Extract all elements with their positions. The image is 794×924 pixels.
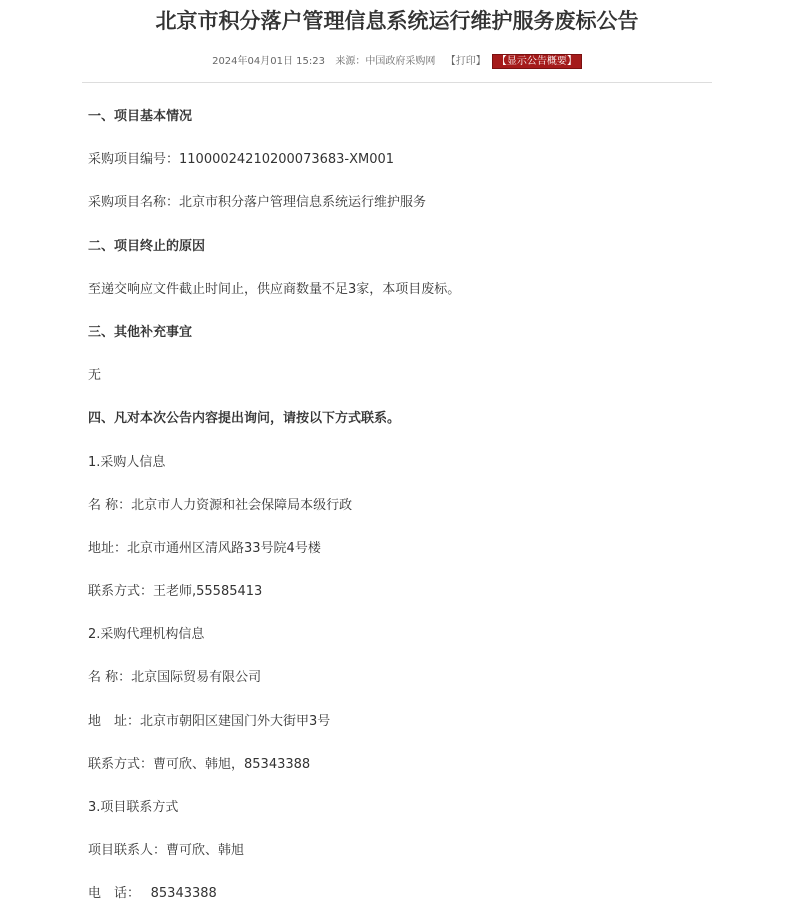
project-contact-heading: 3.项目联系方式 <box>88 800 179 815</box>
agency-info-heading: 2.采购代理机构信息 <box>88 627 205 643</box>
page-title: 北京市积分落户管理信息系统运行维护服务废标公告 <box>155 9 639 33</box>
termination-reason: 至递交响应文件截止时间止，供应商数量不足3家，本项目废标。 <box>88 281 461 297</box>
print-link[interactable]: 【打印】 <box>445 55 486 67</box>
agency-name: 名 称：北京国际贸易有限公司 <box>88 670 262 686</box>
publish-datetime: 2024年04月01日 15:23 <box>212 55 325 67</box>
project-contact-person: 项目联系人：曹可欣、韩旭 <box>88 843 245 859</box>
header-divider <box>82 82 712 83</box>
section-heading-basic-info: 一、项目基本情况 <box>88 109 193 124</box>
purchaser-contact: 联系方式：王老师,55585413 <box>88 584 263 600</box>
article-meta <box>0 54 794 70</box>
agency-contact: 联系方式：曹可欣、韩旭，85343388 <box>88 756 311 772</box>
section-heading-other-matters: 三、其他补充事宜 <box>88 324 193 340</box>
agency-address: 地 址：北京市朝阳区建国门外大街甲3号 <box>88 713 331 729</box>
project-name: 采购项目名称：北京市积分落户管理信息系统运行维护服务 <box>88 195 427 211</box>
purchaser-info-heading: 1.采购人信息 <box>88 454 166 470</box>
section-heading-contact: 四、凡对本次公告内容提出询问，请按以下方式联系。 <box>88 411 401 427</box>
project-number: 采购项目编号：11000024210200073683-XM001 <box>88 152 395 168</box>
show-summary-button[interactable]: 【显示公告概要】 <box>492 54 582 69</box>
source-label: 来源： <box>335 55 366 67</box>
project-contact-phone: 电 话： 85343388 <box>88 886 217 902</box>
source-name: 中国政府采购网 <box>365 55 436 67</box>
purchaser-address: 地址：北京市通州区清风路33号院4号楼 <box>88 540 321 556</box>
article-body <box>88 103 708 924</box>
section-heading-termination-reason: 二、项目终止的原因 <box>88 238 206 254</box>
purchaser-name: 名 称：北京市人力资源和社会保障局本级行政 <box>88 497 353 513</box>
other-matters: 无 <box>88 368 102 384</box>
